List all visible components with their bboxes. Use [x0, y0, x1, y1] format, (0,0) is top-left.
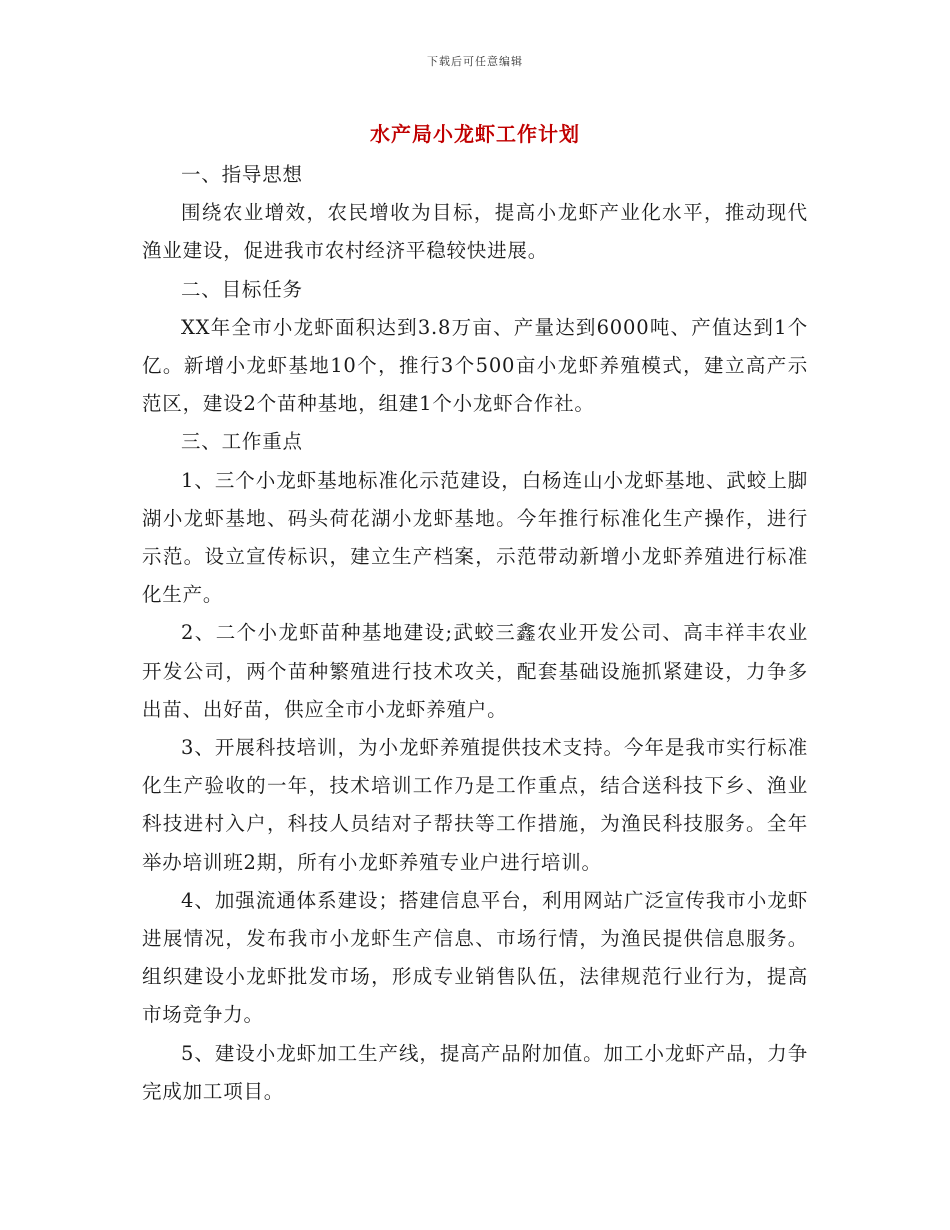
header-note: 下载后可任意编辑	[427, 55, 523, 68]
page-title: 水产局小龙虾工作计划	[370, 122, 580, 146]
list-item: 4、加强流通体系建设；搭建信息平台，利用网站广泛宣传我市小龙虾进展情况，发布我市小龙虾生产信息、市场行情，为渔民提供信息服务。组织建设小龙虾批发市场，形成专业销售队伍，法律规范行业行为，提高市场竞争力。	[142, 888, 808, 1027]
list-item: 1、三个小龙虾基地标准化示范建设，白杨连山小龙虾基地、武蛟上脚湖小龙虾基地、码头荷花湖小龙虾基地。今年推行标准化生产操作，进行示范。设立宣传标识，建立生产档案，示范带动新增小龙虾养殖进行标准化生产。	[142, 468, 808, 607]
section-heading-guiding-thought: 一、指导思想	[181, 163, 303, 186]
section-heading-key-work: 三、工作重点	[181, 430, 303, 454]
paragraph: 围绕农业增效，农民增收为目标，提高小龙虾产业化水平，推动现代渔业建设，促进我市农村经济平稳较快进展。	[142, 201, 808, 263]
list-item: 2、二个小龙虾苗种基地建设;武蛟三鑫农业开发公司、高丰祥丰农业开发公司，两个苗种繁殖进行技术攻关，配套基础设施抓紧建设，力争多出苗、出好苗，供应全市小龙虾养殖户。	[142, 621, 808, 721]
paragraph: XX年全市小龙虾面积达到3.8万亩、产量达到6000吨、产值达到1个亿。新增小龙虾基地10个，推行3个500亩小龙虾养殖模式，建立高产示范区，建设2个苗种基地，组建1个小龙虾合作社。	[142, 315, 808, 416]
list-item: 3、开展科技培训，为小龙虾养殖提供技术支持。今年是我市实行标准化生产验收的一年，技术培训工作乃是工作重点，结合送科技下乡、渔业科技进村入户，科技人员结对子帮扶等工作措施，为渔民科技服务。全年举办培训班2期，所有小龙虾养殖专业户进行培训。	[142, 736, 808, 874]
list-item: 5、建设小龙虾加工生产线，提高产品附加值。加工小龙虾产品，力争完成加工项目。	[142, 1041, 808, 1103]
document-body	[142, 156, 808, 1111]
section-heading-goals: 二、目标任务	[181, 277, 303, 301]
